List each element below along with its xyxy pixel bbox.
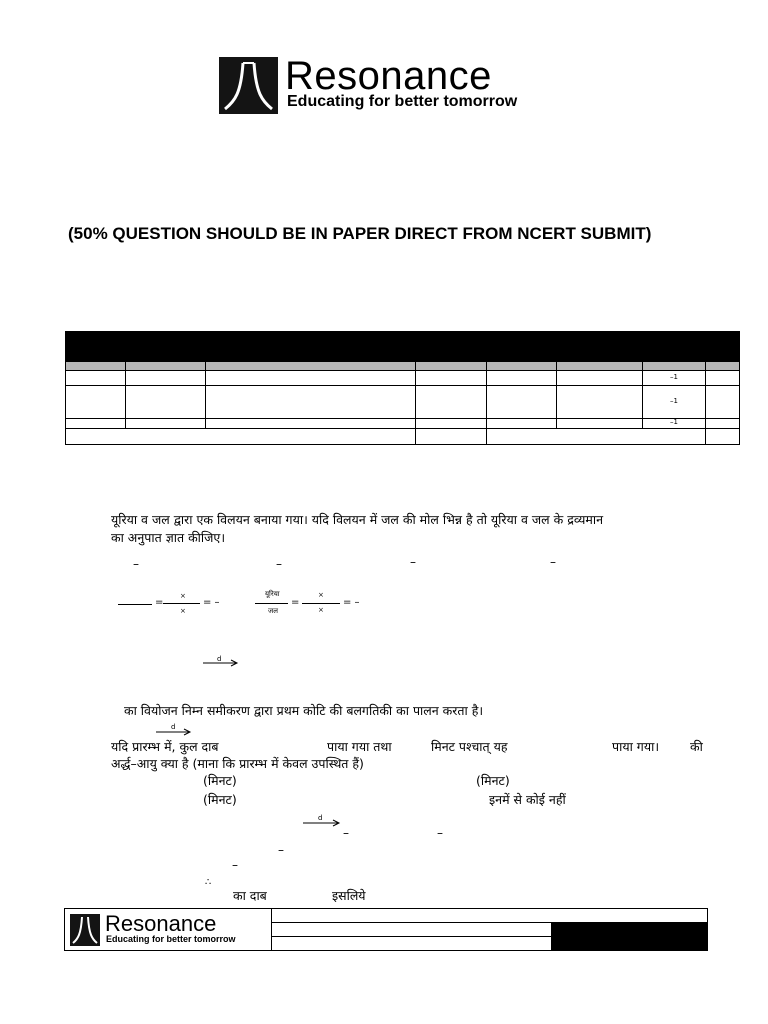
question-1-line-2: का अनुपात ज्ञात कीजिए। xyxy=(111,530,226,545)
logo-name: Resonance xyxy=(285,54,492,98)
q2-dash: – xyxy=(278,843,284,857)
question-2-line-3: अर्द्ध–आयु क्या है (माना कि प्रारम्भ में केवल उपस्थित हैं) xyxy=(111,756,364,771)
fraction-bar xyxy=(302,603,340,604)
fraction-bar xyxy=(118,604,152,605)
footer-logo-icon xyxy=(70,914,100,946)
question-2-line-2e: की xyxy=(690,739,703,754)
q2-dash: – xyxy=(437,826,443,840)
question-2-line-1: का वियोजन निम्न समीकरण द्वारा प्रथम कोटि की बलगतिकी का पालन करता है। xyxy=(124,703,484,718)
footer-logo-name: Resonance xyxy=(105,911,217,936)
q1-equation-end: = – xyxy=(343,597,360,608)
q1-times: × xyxy=(318,591,324,599)
table-cell-exponent: –1 xyxy=(670,397,678,405)
arrow-label-d: d xyxy=(318,814,323,822)
q1-times: × xyxy=(180,607,186,615)
data-table xyxy=(65,370,740,445)
question-1-line-1: यूरिया व जल द्वारा एक विलयन बनाया गया। यदि विलयन में जल की मोल भिन्न है तो यूरिया व जल के द्रव्यमान xyxy=(111,512,604,527)
reaction-arrow-icon xyxy=(156,727,192,737)
question-2-line-2a: यदि प्रारम्भ में, कुल दाब xyxy=(111,739,219,754)
fraction-water-label: जल xyxy=(268,607,278,615)
footer-logo-tagline: Educating for better tomorrow xyxy=(106,934,236,944)
q1-times: × xyxy=(318,606,324,614)
option-b: (मिनट) xyxy=(476,773,510,788)
reaction-arrow-icon xyxy=(303,818,341,828)
question-2-line-2c: मिनट पश्चात् यह xyxy=(431,739,508,754)
reaction-arrow-icon xyxy=(203,658,239,668)
question-2-last-b: इसलिये xyxy=(332,888,366,903)
logo-tagline: Educating for better tomorrow xyxy=(287,93,518,110)
question-2-line-2d: पाया गया। xyxy=(612,739,660,754)
fraction-bar xyxy=(163,603,200,604)
q1-equals: = xyxy=(291,597,300,608)
q1-dash: – xyxy=(410,555,416,569)
q1-equals: = xyxy=(155,597,164,608)
q1-dash: – xyxy=(133,557,139,571)
q1-dash: – xyxy=(550,555,556,569)
arrow-label-d: d xyxy=(217,655,222,663)
resonance-logo-icon xyxy=(219,57,278,114)
q1-dash: – xyxy=(276,557,282,571)
page-heading: (50% QUESTION SHOULD BE IN PAPER DIRECT FROM NCERT SUBMIT) xyxy=(68,224,652,243)
q1-times: × xyxy=(180,592,186,600)
q2-dash: – xyxy=(343,826,349,840)
table-header-bar xyxy=(65,331,740,362)
footer-black-block xyxy=(551,922,708,951)
arrow-label-d: d xyxy=(171,723,176,731)
q1-equation-end: = – xyxy=(203,597,220,608)
question-2-last-a: का दाब xyxy=(233,888,267,903)
q2-dash: – xyxy=(232,858,238,872)
question-2-line-2b: पाया गया तथा xyxy=(327,739,392,754)
fraction-urea-label: यूरिया xyxy=(265,590,280,598)
option-c: (मिनट) xyxy=(203,792,237,807)
table-cell-exponent: –1 xyxy=(670,373,678,381)
table-cell-exponent: –1 xyxy=(670,418,678,426)
therefore-symbol: ∴ xyxy=(205,877,212,888)
option-a: (मिनट) xyxy=(203,773,237,788)
fraction-bar xyxy=(255,603,288,604)
table-subheader-bar xyxy=(65,362,740,370)
option-d: इनमें से कोई नहीं xyxy=(489,792,566,807)
